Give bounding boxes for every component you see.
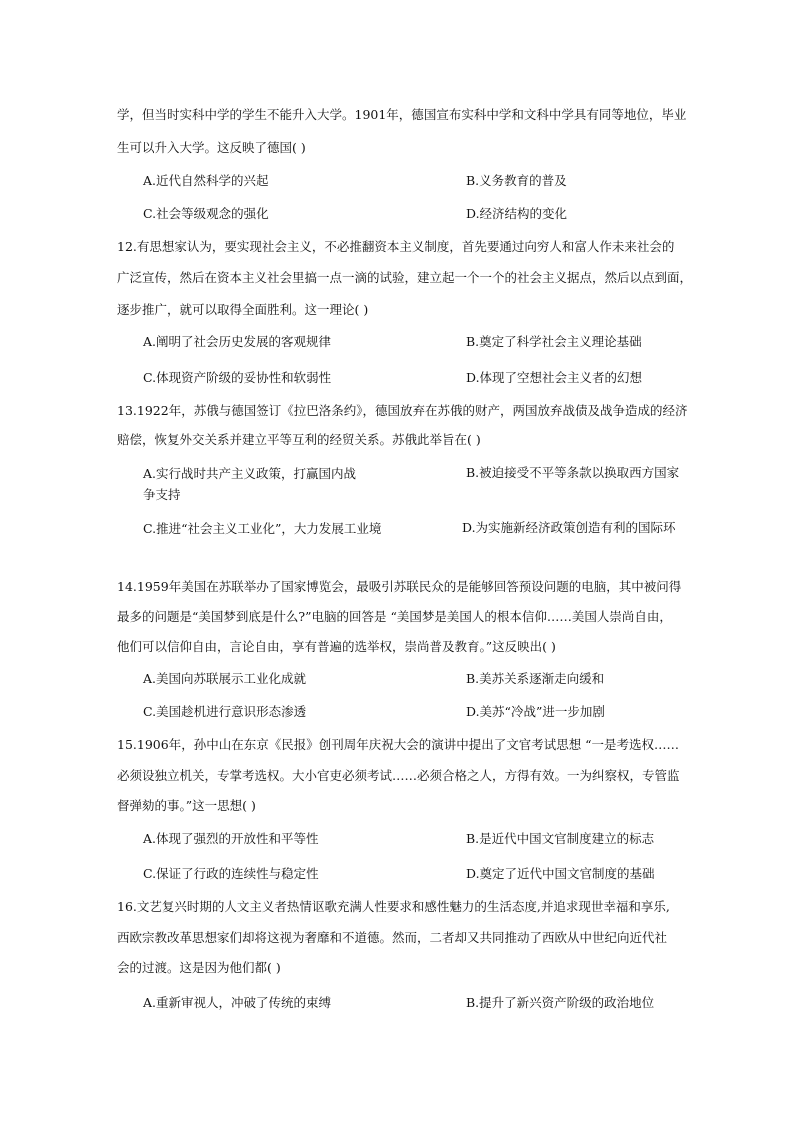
q14-line-1: 14.1959年美国在苏联举办了国家博览会，最吸引苏联民众的是能够回答预设问题的电脑，其中被问得 <box>117 579 682 594</box>
q11-option-b[interactable]: B.义务教育的普及 <box>466 173 567 188</box>
q11-option-c[interactable]: C.社会等级观念的强化 <box>143 206 269 221</box>
q15-option-b[interactable]: B.是近代中国文官制度建立的标志 <box>466 831 655 846</box>
q15-option-d[interactable]: D.奠定了近代中国文官制度的基础 <box>466 866 655 881</box>
q16-option-a[interactable]: A.重新审视人，冲破了传统的束缚 <box>143 995 332 1010</box>
q12-option-b[interactable]: B.奠定了科学社会主义理论基础 <box>466 334 642 349</box>
q14-option-b[interactable]: B.美苏关系逐渐走向缓和 <box>466 671 605 686</box>
q15-line-1: 15.1906年，孙中山在东京《民报》创刊周年庆祝大会的演讲中提出了文官考试思想 “一是考选权…… <box>117 737 680 752</box>
q16-line-2: 西欧宗教改革思想家们却将这视为奢靡和不道德。然而，二者却又共同推动了西欧从中世纪向近代社 <box>117 930 668 945</box>
q14-line-2: 最多的问题是“美国梦到底是什么?”电脑的回答是 “美国梦是美国人的根本信仰……美国人崇尚自由， <box>117 609 672 624</box>
q11-line-2: 生可以升入大学。这反映了德国( ) <box>117 140 306 155</box>
q12-line-2: 广泛宣传，然后在资本主义社会里搞一点一滴的试验，建立起一个一个的社会主义据点，然后以点到面， <box>117 270 693 285</box>
q14-option-d[interactable]: D.美苏“冷战”进一步加剧 <box>466 704 605 719</box>
q15-option-a[interactable]: A.体现了强烈的开放性和平等性 <box>143 831 319 846</box>
q12-option-d[interactable]: D.体现了空想社会主义者的幻想 <box>466 370 643 385</box>
q14-option-c[interactable]: C.美国趁机进行意识形态渗透 <box>143 704 307 719</box>
q12-option-c[interactable]: C.体现资产阶级的妥协性和软弱性 <box>143 370 332 385</box>
q12-line-3: 逐步推广，就可以取得全面胜利。这一理论( ) <box>117 302 369 317</box>
q16-option-b[interactable]: B.提升了新兴资产阶级的政治地位 <box>466 995 655 1010</box>
q13-option-d[interactable]: D.为实施新经济政策创造有利的国际环 <box>462 520 676 535</box>
q15-line-2: 必须设独立机关，专掌考选权。大小官吏必须考试……必须合格之人，方得有效。一为纠察权，专管监 <box>117 768 680 783</box>
q13-option-c[interactable]: C.推进“社会主义工业化”，大力发展工业境 <box>143 521 382 536</box>
q12-option-a[interactable]: A.阐明了社会历史发展的客观规律 <box>143 334 332 349</box>
q14-option-a[interactable]: A.美国向苏联展示工业化成就 <box>143 671 307 686</box>
q14-line-3: 他们可以信仰自由，言论自由，享有普遍的选举权，崇尚普及教育。”这反映出( ) <box>117 639 556 654</box>
q13-option-b[interactable]: B.被迫接受不平等条款以换取西方国家 <box>466 465 680 480</box>
q16-line-1: 16.文艺复兴时期的人文主义者热情讴歌充满人性要求和感性魅力的生活态度,并追求现世幸福和享乐, <box>117 899 670 914</box>
q13-line-2: 赔偿，恢复外交关系并建立平等互利的经贸关系。苏俄此举旨在( ) <box>117 432 481 447</box>
q11-line-1: 学，但当时实科中学的学生不能升入大学。1901年，德国宣布实科中学和文科中学具有同等地位，毕业 <box>117 107 687 122</box>
q12-line-1: 12.有思想家认为，要实现社会主义，不必推翻资本主义制度，首先要通过向穷人和富人作未来社会的 <box>117 239 675 254</box>
q13-option-a[interactable]: A.实行战时共产主义政策，打赢国内战争支持 <box>143 466 357 502</box>
q11-option-a[interactable]: A.近代自然科学的兴起 <box>143 173 269 188</box>
q15-option-c[interactable]: C.保证了行政的连续性与稳定性 <box>143 866 319 881</box>
q11-option-d[interactable]: D.经济结构的变化 <box>466 206 568 221</box>
q15-line-3: 督弹劾的事。”这一思想( ) <box>117 798 256 813</box>
q16-line-3: 会的过渡。这是因为他们都( ) <box>117 960 281 975</box>
q13-line-1: 13.1922年，苏俄与德国签订《拉巴洛条约》，德国放弃在苏俄的财产，两国放弃战债及战争造成的经济 <box>117 403 688 418</box>
